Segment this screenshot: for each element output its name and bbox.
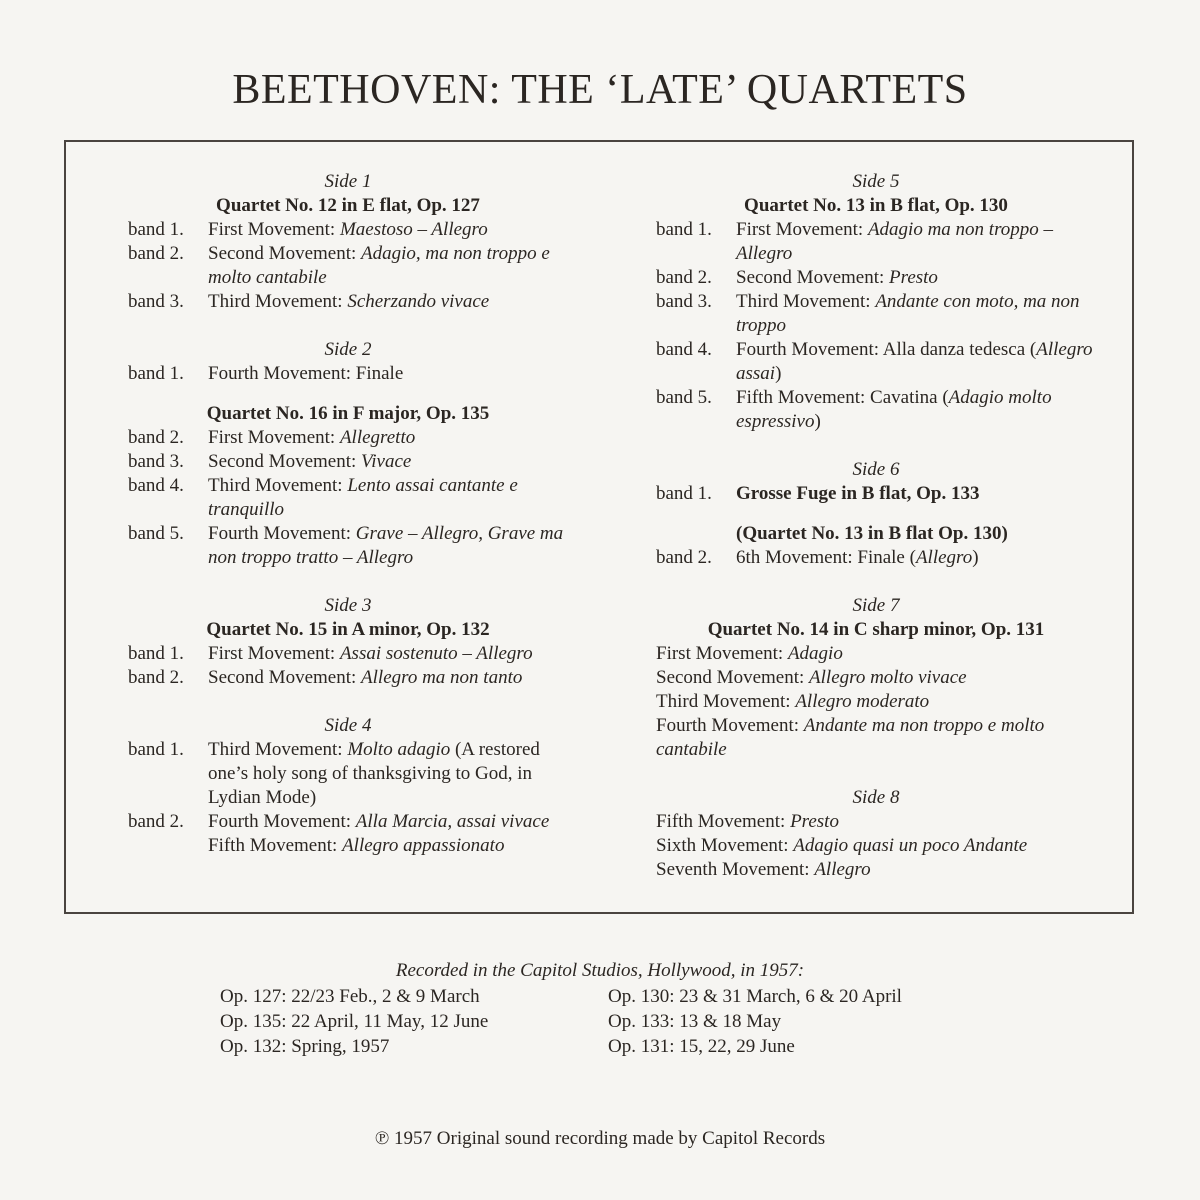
tempo: Adagio, ma non troppo e molto cantabile (208, 243, 550, 288)
tempo: Assai sostenuto – Allegro (339, 643, 533, 664)
band-row (656, 290, 1096, 338)
paren-close: ) (814, 411, 821, 432)
movement: Third Movement: (656, 691, 796, 712)
recording-title: Recorded in the Capitol Studios, Hollywood, in 1957: (395, 960, 805, 981)
track-listing-box (64, 140, 1134, 914)
side-heading: Side 3 (324, 595, 372, 616)
recording-date: Op. 133: 13 & 18 May (608, 1011, 782, 1032)
band-row (128, 666, 568, 690)
movement: 6th Movement: Finale ( (736, 547, 916, 568)
band-row (656, 386, 1096, 434)
quartet-heading: (Quartet No. 13 in B flat Op. 130) (736, 523, 1008, 544)
band-number: band 3. (128, 451, 184, 472)
movement: First Movement: (208, 643, 340, 664)
movement: Fourth Movement: (208, 811, 356, 832)
copyright-footer: ℗ 1957 Original sound recording made by Capitol Records (374, 1128, 826, 1149)
movement-row (128, 834, 568, 858)
quartet-heading: Grosse Fuge in B flat, Op. 133 (736, 483, 980, 504)
tempo: Grave – Allegro, Grave ma non troppo tratto – Allegro (208, 523, 564, 568)
recording-date: Op. 127: 22/23 Feb., 2 & 9 March (220, 986, 480, 1007)
tempo: Allegro assai (736, 339, 1093, 384)
side-heading: Side 8 (852, 787, 900, 808)
tempo: Allegro (814, 859, 871, 880)
band-number: band 2. (656, 547, 712, 568)
band-number: band 1. (656, 483, 712, 504)
movement: Fourth Movement: (208, 523, 356, 544)
movement: Second Movement: (208, 243, 362, 264)
movement: Sixth Movement: (656, 835, 794, 856)
recording-date: Op. 135: 22 April, 11 May, 12 June (220, 1011, 489, 1032)
side-heading: Side 7 (852, 595, 900, 616)
movement: Third Movement: (736, 291, 876, 312)
quartet-heading: Quartet No. 12 in E flat, Op. 127 (216, 195, 480, 216)
movement: Third Movement: (208, 739, 348, 760)
band-number: band 3. (656, 291, 712, 312)
tempo: Allegro (915, 547, 973, 568)
tempo: Allegro appassionato (342, 835, 505, 856)
movement-note: (A restored one’s holy song of thanksgiving to God, in Lydian Mode) (208, 739, 540, 808)
quartet-heading: Quartet No. 16 in F major, Op. 135 (206, 403, 490, 424)
band-row (656, 546, 1096, 570)
side-heading: Side 2 (324, 339, 372, 360)
tempo: Andante ma non troppo e molto cantabile (656, 715, 1045, 760)
movement: Second Movement: (208, 667, 362, 688)
movement: First Movement: (736, 219, 868, 240)
band-number: band 5. (656, 387, 712, 408)
movement: Fourth Movement: (656, 715, 804, 736)
band-row (128, 290, 568, 314)
quartet-heading: Quartet No. 14 in C sharp minor, Op. 131 (707, 619, 1045, 640)
recording-dates-right (608, 984, 902, 1059)
band-number: band 4. (656, 339, 712, 360)
tempo: Presto (889, 267, 938, 288)
band-row (656, 218, 1096, 266)
paren-close: ) (775, 363, 782, 384)
tempo: Allegro molto vivace (809, 667, 967, 688)
movement: Third Movement: (208, 291, 348, 312)
side-heading: Side 4 (324, 715, 372, 736)
band-number: band 1. (128, 739, 184, 760)
movement: Fifth Movement: Cavatina ( (736, 387, 949, 408)
band-number: band 1. (656, 219, 712, 240)
band-row (128, 522, 568, 570)
band-row (656, 482, 1096, 506)
movement: Third Movement: (208, 475, 348, 496)
tempo: Adagio quasi un poco Andante (793, 835, 1028, 856)
band-number: band 2. (128, 667, 184, 688)
movement: First Movement: (208, 219, 340, 240)
page-title: BEETHOVEN: THE ‘LATE’ QUARTETS (232, 67, 968, 113)
recording-dates-left (220, 984, 488, 1059)
tempo: Allegro ma non tanto (361, 667, 523, 688)
movement-row (656, 666, 1096, 690)
band-number: band 2. (128, 243, 184, 264)
tempo: Maestoso – Allegro (339, 219, 488, 240)
tempo: Vivace (361, 451, 412, 472)
recording-date: Op. 130: 23 & 31 March, 6 & 20 April (608, 986, 902, 1007)
movement: Fifth Movement: (656, 811, 791, 832)
tempo: Presto (790, 811, 839, 832)
movement-row (656, 714, 1096, 762)
movement: Fifth Movement: (208, 835, 343, 856)
band-row (128, 426, 568, 450)
recording-date: Op. 131: 15, 22, 29 June (608, 1036, 795, 1057)
movement-row (656, 810, 1096, 834)
right-column (656, 170, 1096, 882)
movement-row (656, 690, 1096, 714)
band-number: band 5. (128, 523, 184, 544)
movement-row (656, 642, 1096, 666)
band-row (128, 474, 568, 522)
tempo: Scherzando vivace (347, 291, 490, 312)
band-number: band 1. (128, 363, 184, 384)
left-column (128, 170, 568, 858)
movement: Fourth Movement: Alla danza tedesca ( (736, 339, 1037, 360)
band-number: band 2. (128, 811, 184, 832)
movement: First Movement: (208, 427, 340, 448)
band-number: band 1. (128, 219, 184, 240)
band-row (128, 362, 568, 386)
band-row (128, 810, 568, 834)
band-number: band 3. (128, 291, 184, 312)
band-number: band 1. (128, 643, 184, 664)
side-heading: Side 5 (852, 171, 900, 192)
tempo: Alla Marcia, assai vivace (355, 811, 550, 832)
movement: Second Movement: (656, 667, 810, 688)
movement: Second Movement: (736, 267, 890, 288)
tempo: Adagio (787, 643, 843, 664)
tempo: Allegro moderato (795, 691, 930, 712)
side-heading: Side 1 (324, 171, 372, 192)
tempo: Adagio molto espressivo (736, 387, 1052, 432)
movement: Seventh Movement: (656, 859, 815, 880)
tempo: Andante con moto, ma non troppo (736, 291, 1080, 336)
recording-date: Op. 132: Spring, 1957 (220, 1036, 390, 1057)
movement: Second Movement: (208, 451, 362, 472)
tempo: Lento assai cantante e tranquillo (208, 475, 518, 520)
tempo: Adagio ma non troppo – Allegro (736, 219, 1054, 264)
quartet-heading: Quartet No. 15 in A minor, Op. 132 (206, 619, 490, 640)
band-number: band 4. (128, 475, 184, 496)
band-row (128, 738, 568, 810)
band-row (128, 218, 568, 242)
band-row (128, 242, 568, 290)
band-row (656, 338, 1096, 386)
movement-row (656, 858, 1096, 882)
tempo: Molto adagio (347, 739, 451, 760)
band-number: band 2. (656, 267, 712, 288)
band-row (656, 266, 1096, 290)
quartet-heading: Quartet No. 13 in B flat, Op. 130 (744, 195, 1008, 216)
paren-close: ) (972, 547, 979, 568)
movement: Fourth Movement: Finale (208, 363, 404, 384)
tempo: Allegretto (339, 427, 416, 448)
band-number: band 2. (128, 427, 184, 448)
movement-row (656, 834, 1096, 858)
movement: First Movement: (656, 643, 788, 664)
band-row (128, 450, 568, 474)
side-heading: Side 6 (852, 459, 900, 480)
band-row (128, 642, 568, 666)
